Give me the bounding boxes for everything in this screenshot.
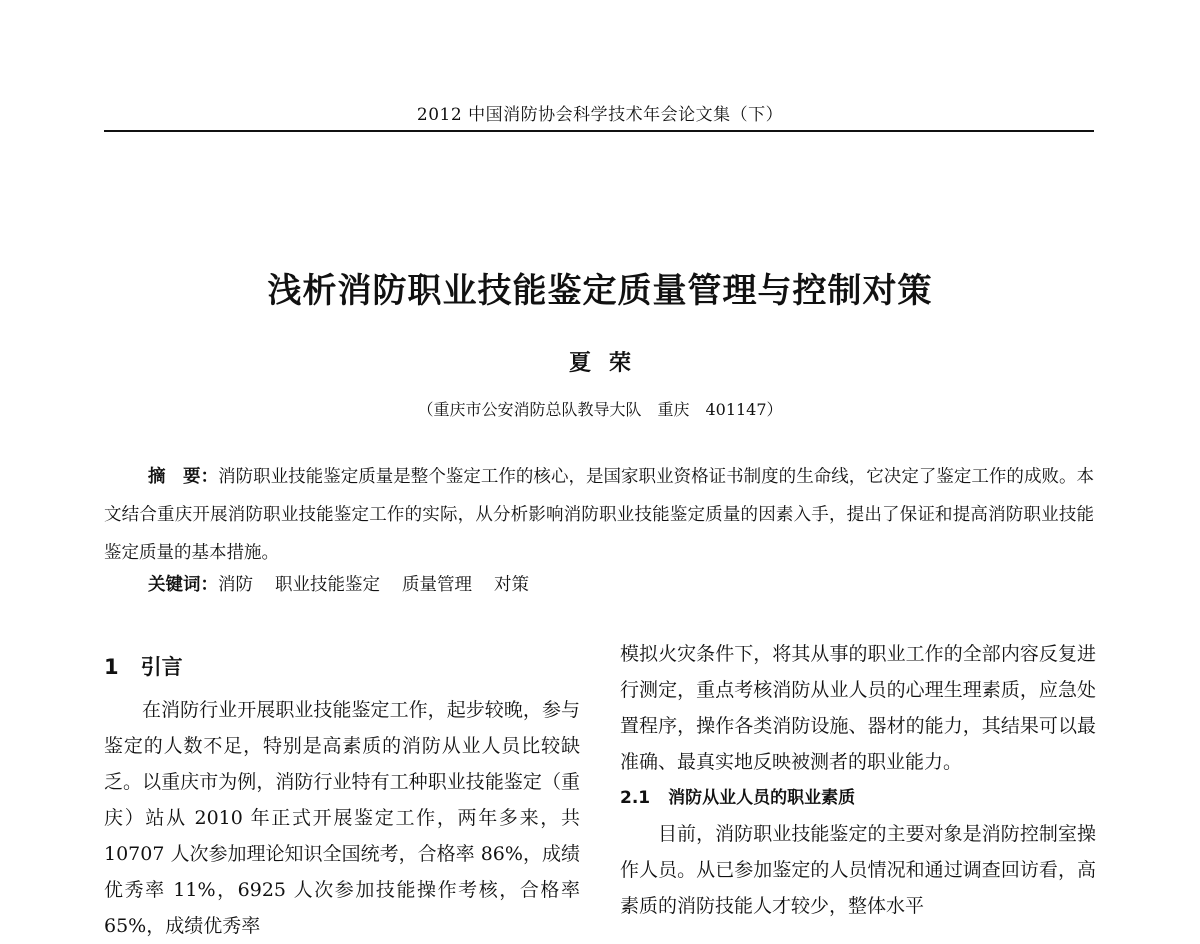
section-1-paragraph: 在消防行业开展职业技能鉴定工作，起步较晚，参与鉴定的人数不足，特别是高素质的消防从业人员比较缺乏。以重庆市为例，消防行业特有工种职业技能鉴定（重庆）站从 2010 年正式开展鉴定工作，两年多来，共 10707 人次参加理论知识全国统考，合格率 86%，成绩优秀率 11%，6925 人次参加技能操作考核，合格率 65%，成绩优秀率: [104, 699, 580, 937]
section-number: 1: [104, 655, 119, 679]
keyword: 对策: [494, 575, 529, 595]
keyword: 职业技能鉴定: [275, 575, 380, 595]
subsection-heading: [620, 780, 1096, 816]
author-affiliation: （重庆市公安消防总队教导大队 重庆 401147）: [417, 400, 783, 419]
subsection-paragraph: 目前，消防职业技能鉴定的主要对象是消防控制室操作人员。从已参加鉴定的人员情况和通过调查回访看，高素质的消防技能人才较少，整体水平: [620, 823, 1096, 917]
keyword: 质量管理: [402, 575, 472, 595]
author-name: 夏荣: [568, 350, 649, 376]
abstract-text: 消防职业技能鉴定质量是整个鉴定工作的核心，是国家职业资格证书制度的生命线，它决定了鉴定工作的成败。本文结合重庆开展消防职业技能鉴定工作的实际，从分析影响消防职业技能鉴定质量的因素入手，提出了保证和提高消防职业技能鉴定质量的基本措施。: [104, 467, 1094, 563]
section-heading: [104, 650, 580, 684]
abstract: [104, 458, 1094, 572]
keyword: 消防: [218, 575, 253, 595]
right-column: [620, 636, 1096, 924]
header-rule: [104, 130, 1094, 132]
left-column: [104, 650, 580, 944]
running-header: 2012 中国消防协会科学技术年会论文集（下）: [416, 105, 784, 125]
subsection-number: 2.1: [620, 788, 651, 808]
paper-title: 浅析消防职业技能鉴定质量管理与控制对策: [267, 271, 933, 311]
section-title: 引言: [140, 655, 183, 679]
keywords-label: 关键词：: [148, 575, 218, 595]
continued-paragraph: 模拟火灾条件下，将其从事的职业工作的全部内容反复进行测定，重点考核消防从业人员的心理生理素质，应急处置程序，操作各类消防设施、器材的能力，其结果可以最准确、最真实地反映被测者的职业能力。: [620, 643, 1096, 773]
subsection-title: 消防从业人员的职业素质: [668, 788, 856, 808]
keywords: [148, 566, 1094, 604]
abstract-label: 摘 要：: [148, 467, 219, 487]
